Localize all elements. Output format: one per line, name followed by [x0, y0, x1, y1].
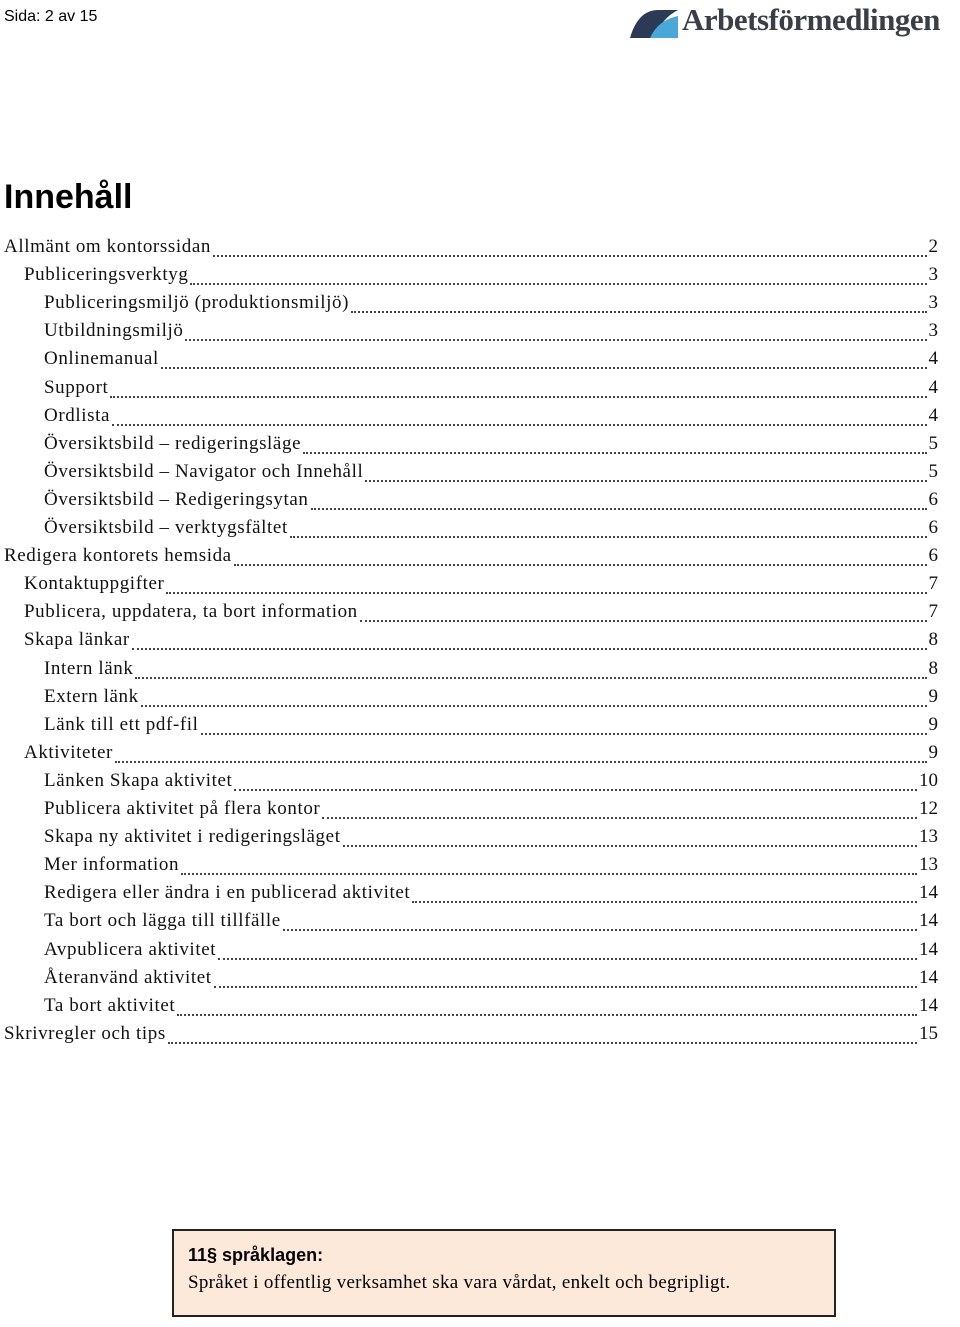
- toc-entry-page: 5: [928, 432, 938, 454]
- toc-entry[interactable]: [44, 461, 938, 489]
- toc-entry-page: 15: [919, 1022, 938, 1044]
- toc-entry-page: 9: [928, 685, 938, 707]
- toc-entry[interactable]: [24, 573, 938, 601]
- toc-leader-dots: [161, 367, 927, 369]
- toc-entry-label: Utbildningsmiljö: [44, 320, 184, 342]
- toc-entry-label: Extern länk: [44, 685, 139, 707]
- toc-leader-dots: [132, 648, 927, 650]
- toc-entry-page: 8: [928, 657, 938, 679]
- toc-entry[interactable]: [44, 348, 938, 376]
- callout-text: Språket i offentlig verksamhet ska vara vårdat, enkelt och begripligt.: [188, 1272, 731, 1293]
- toc-entry-page: 14: [919, 910, 938, 932]
- logo: [628, 4, 958, 48]
- toc-entry[interactable]: [44, 882, 938, 910]
- logo-text: Arbetsförmedlingen: [682, 2, 940, 37]
- toc-entry[interactable]: [24, 629, 938, 657]
- toc-entry-label: Publiceringsmiljö (produktionsmiljö): [44, 292, 350, 314]
- toc-entry[interactable]: [44, 714, 938, 742]
- toc-leader-dots: [112, 424, 926, 426]
- toc-entry-label: Länk till ett pdf-fil: [44, 713, 199, 735]
- toc-entry[interactable]: [44, 292, 938, 320]
- page-title: Innehåll: [4, 178, 133, 216]
- toc-entry-label: Allmänt om kontorssidan: [4, 236, 211, 257]
- toc-leader-dots: [322, 817, 917, 819]
- toc-leader-dots: [181, 873, 917, 875]
- toc-entry[interactable]: [44, 320, 938, 348]
- toc-entry-page: 10: [919, 769, 938, 791]
- toc-entry-page: 7: [928, 573, 938, 595]
- toc-entry[interactable]: [44, 967, 938, 995]
- toc-leader-dots: [168, 1042, 917, 1044]
- toc-entry-label: Support: [44, 376, 109, 398]
- toc-entry-page: 13: [919, 826, 938, 848]
- toc-entry-label: Publiceringsverktyg: [24, 264, 189, 286]
- toc-leader-dots: [177, 1014, 917, 1016]
- toc-entry[interactable]: [44, 995, 938, 1023]
- toc-leader-dots: [290, 536, 927, 538]
- toc-entry-page: 3: [928, 264, 938, 286]
- toc-entry-page: 3: [928, 320, 938, 342]
- toc-entry-page: 2: [928, 236, 938, 257]
- toc-leader-dots: [190, 283, 926, 285]
- toc-leader-dots: [351, 311, 926, 313]
- toc-entry-label: Återanvänd aktivitet: [44, 966, 212, 988]
- toc-leader-dots: [343, 845, 917, 847]
- toc-leader-dots: [412, 901, 917, 903]
- toc-entry[interactable]: [44, 405, 938, 433]
- toc-entry[interactable]: [4, 1023, 938, 1051]
- toc-entry-page: 6: [928, 488, 938, 510]
- toc-entry[interactable]: [4, 545, 938, 573]
- toc-entry[interactable]: [24, 601, 938, 629]
- toc-leader-dots: [360, 620, 927, 622]
- toc-leader-dots: [141, 705, 927, 707]
- toc-entry-page: 12: [919, 798, 938, 819]
- toc-entry-page: 14: [919, 938, 938, 960]
- toc-entry-page: 8: [928, 629, 938, 651]
- toc-entry-label: Skrivregler och tips: [4, 1022, 166, 1044]
- toc-entry-label: Länken Skapa aktivitet: [44, 769, 233, 791]
- toc-entry[interactable]: [44, 517, 938, 545]
- toc-entry[interactable]: [44, 770, 938, 798]
- toc-entry[interactable]: [44, 826, 938, 854]
- toc-leader-dots: [185, 339, 926, 341]
- toc-entry[interactable]: [44, 489, 938, 517]
- toc-entry-label: Onlinemanual: [44, 348, 159, 370]
- toc-leader-dots: [214, 986, 917, 988]
- toc-leader-dots: [218, 958, 917, 960]
- toc-entry-label: Kontaktuppgifter: [24, 573, 165, 595]
- toc-entry-label: Skapa ny aktivitet i redigeringsläget: [44, 826, 341, 848]
- toc-leader-dots: [283, 929, 917, 931]
- toc-entry[interactable]: [24, 264, 938, 292]
- toc-entry-page: 13: [919, 854, 938, 876]
- toc-leader-dots: [234, 789, 917, 791]
- toc-entry[interactable]: [4, 236, 938, 264]
- toc-entry-label: Redigera eller ändra i en publicerad aktivitet: [44, 882, 411, 904]
- toc-entry-label: Mer information: [44, 854, 180, 876]
- toc-entry-page: 9: [928, 741, 938, 763]
- toc-entry[interactable]: [44, 686, 938, 714]
- toc-entry-label: Redigera kontorets hemsida: [4, 545, 232, 567]
- toc-entry-label: Ordlista: [44, 404, 111, 426]
- toc-entry-page: 4: [928, 404, 938, 426]
- toc-leader-dots: [115, 761, 927, 763]
- page-indicator: Sida: 2 av 15: [4, 8, 98, 25]
- toc-entry-label: Skapa länkar: [24, 629, 130, 651]
- toc-entry[interactable]: [44, 910, 938, 938]
- toc-entry-label: Avpublicera aktivitet: [44, 938, 217, 960]
- toc-entry[interactable]: [24, 742, 938, 770]
- toc-entry-label: Ta bort och lägga till tillfälle: [44, 910, 281, 932]
- toc-entry[interactable]: [44, 854, 938, 882]
- toc-leader-dots: [166, 592, 926, 594]
- toc-entry-label: Översiktsbild – redigeringsläge: [44, 432, 302, 454]
- toc-entry-page: 4: [928, 376, 938, 398]
- toc-leader-dots: [213, 255, 927, 257]
- toc-leader-dots: [201, 733, 927, 735]
- toc-entry-label: Aktiviteter: [24, 741, 113, 763]
- toc-entry-page: 3: [928, 292, 938, 314]
- toc-entry[interactable]: [44, 433, 938, 461]
- toc-entry[interactable]: [44, 939, 938, 967]
- toc-entry-page: 7: [928, 601, 938, 623]
- toc-entry-page: 6: [928, 517, 938, 538]
- toc-entry-page: 14: [919, 994, 938, 1016]
- toc-entry-label: Översiktsbild – verktygsfältet: [44, 517, 288, 538]
- toc-entry-page: 4: [928, 348, 938, 370]
- toc-leader-dots: [365, 480, 926, 482]
- toc-entry-page: 9: [928, 713, 938, 735]
- toc-entry[interactable]: [44, 377, 938, 405]
- toc-entry-page: 5: [928, 460, 938, 482]
- toc-entry-label: Översiktsbild – Navigator och Innehåll: [44, 460, 364, 482]
- callout-title: 11§ språklagen:: [188, 1245, 324, 1265]
- toc-entry-label: Intern länk: [44, 657, 134, 679]
- toc-entry-label: Publicera aktivitet på flera kontor: [44, 798, 321, 819]
- toc-leader-dots: [135, 677, 926, 679]
- toc-leader-dots: [311, 508, 927, 510]
- toc-entry-page: 14: [919, 966, 938, 988]
- toc-leader-dots: [303, 452, 926, 454]
- toc-entry-label: Publicera, uppdatera, ta bort information: [24, 601, 358, 623]
- logo-mark-icon: [628, 8, 680, 40]
- toc-entry-label: Ta bort aktivitet: [44, 994, 176, 1016]
- toc-entry[interactable]: [44, 798, 938, 826]
- toc-entry-page: 14: [919, 882, 938, 904]
- toc-entry[interactable]: [44, 658, 938, 686]
- toc-leader-dots: [234, 564, 927, 566]
- toc-entry-page: 6: [928, 545, 938, 567]
- toc-entry-label: Översiktsbild – Redigeringsytan: [44, 488, 309, 510]
- language-law-callout: [172, 1229, 836, 1317]
- toc-leader-dots: [110, 396, 926, 398]
